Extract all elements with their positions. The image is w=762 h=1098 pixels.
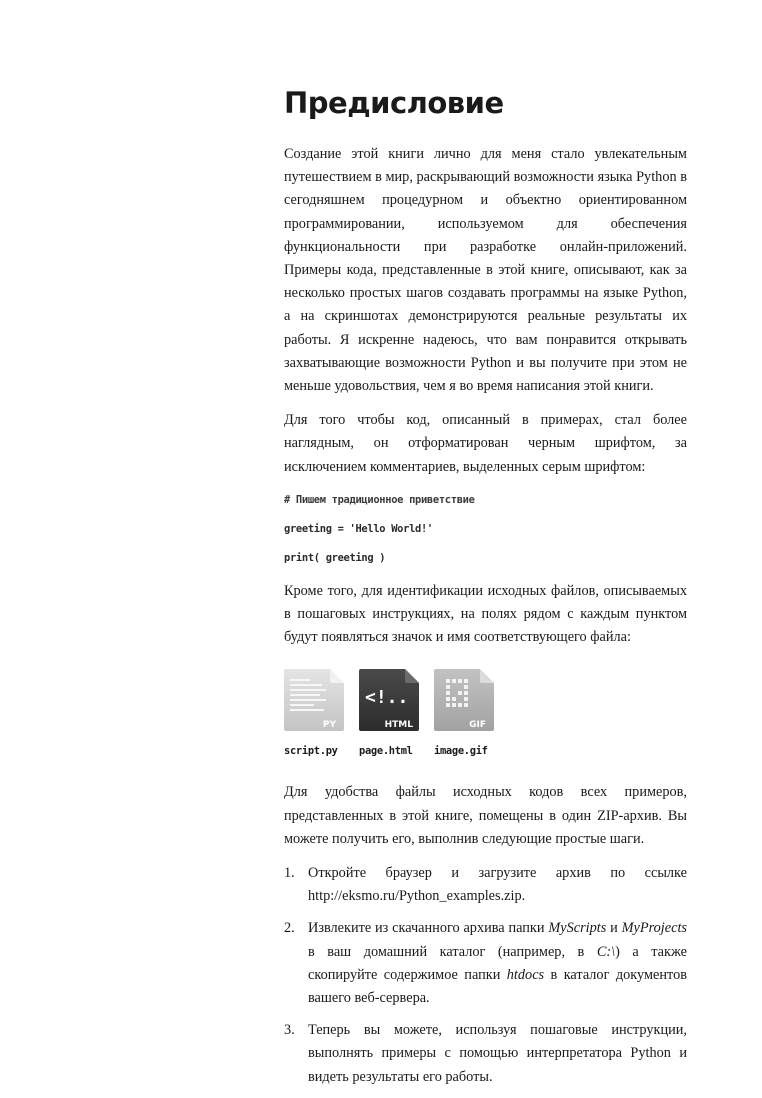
list-item: [284, 917, 687, 1010]
file-page-html: [359, 669, 421, 757]
step-number: 3.: [284, 1022, 295, 1039]
file-label-script-py: script.py: [284, 745, 338, 758]
page-content: [284, 85, 687, 1098]
paragraph-code-format: Для того чтобы код, описанный в примерах, стал более наглядным, он отформатирован черным шрифтом, за исключением комментариев, выделенных серым шрифтом:: [284, 412, 687, 475]
folder-name-htdocs: htdocs: [506, 966, 545, 983]
code-line-print: print( greeting ): [284, 551, 386, 564]
list-item: [284, 862, 687, 908]
paragraph-file-icons: Кроме того, для идентификации исходных файлов, описываемых в пошаговых инструкциях, на полях рядом с каждым пунктом будут появляться значок и имя соответствующего файла:: [284, 582, 687, 646]
step-text-part: в каталог документов вашего веб-сервера.: [308, 966, 687, 1007]
file-label-page-html: page.html: [359, 745, 413, 758]
code-comment: # Пишем традиционное приветствие: [284, 493, 475, 506]
step-text: [308, 917, 687, 1010]
gif-file-icon: [434, 669, 494, 731]
page-title: Предисловие: [284, 86, 504, 120]
step-text-part: ) а также скопируйте содержимое папки: [308, 943, 687, 983]
paragraph-intro: Создание этой книги лично для меня стало увлекательным путешествием в мир, раскрывающий возможности языка Python в сегодняшнем процедурном и объектно ориентированном программировании, используемом для обеспечения функциональности при разработке онлайн-приложений. Примеры кода, представленные в этой книге, описывают, как за несколько простых шагов создавать программы на языке Python, а на скриншотах демонстрируются реальные результаты их работы. Я искренне надеюсь, что вам понравится открывать захватывающие возможности Python и вы получите при этом не меньше удовольствия, чем я во время написания этой книги.: [284, 146, 687, 395]
step-number: 1.: [284, 865, 295, 882]
svg-text:PY: PY: [322, 720, 336, 731]
file-script-py: [284, 669, 346, 757]
step-text-part: Извлеките из скачанного архива папки: [308, 920, 549, 937]
svg-text:HTML: HTML: [384, 720, 413, 731]
paragraph-zip-archive: Для удобства файлы исходных кодов всех примеров, представленных в этой книге, помещены в один ZIP-архив. Вы можете получить его, выполнив следующие простые шаги.: [284, 784, 687, 847]
code-line-greeting: greeting = 'Hello World!': [284, 522, 433, 535]
folder-name-myprojects: MyProjects: [621, 920, 687, 937]
file-image-gif: [434, 669, 496, 757]
steps-list: [284, 862, 687, 1089]
list-item: [284, 1019, 687, 1089]
step-text: Теперь вы можете, используя пошаговые инструкции, выполнять примеры с помощью интерпретатора Python и видеть результаты его работы.: [308, 1022, 687, 1085]
svg-text:<!..: <!..: [365, 687, 409, 709]
html-file-icon: [359, 669, 419, 731]
file-icons-row: [284, 669, 687, 779]
step-text: Откройте браузер и загрузите архив по ссылке http://eksmo.ru/Python_examples.zip.: [308, 865, 687, 905]
step-text-part: и: [606, 920, 622, 937]
py-file-icon: [284, 669, 344, 731]
path-c-drive: C:\: [596, 943, 616, 960]
folder-name-myscripts: MyScripts: [548, 920, 607, 937]
step-text-part: в ваш домашний каталог (например, в: [308, 943, 597, 960]
svg-text:GIF: GIF: [469, 720, 486, 731]
file-label-image-gif: image.gif: [434, 745, 488, 758]
step-number: 2.: [284, 920, 295, 937]
code-sample: [284, 493, 687, 580]
